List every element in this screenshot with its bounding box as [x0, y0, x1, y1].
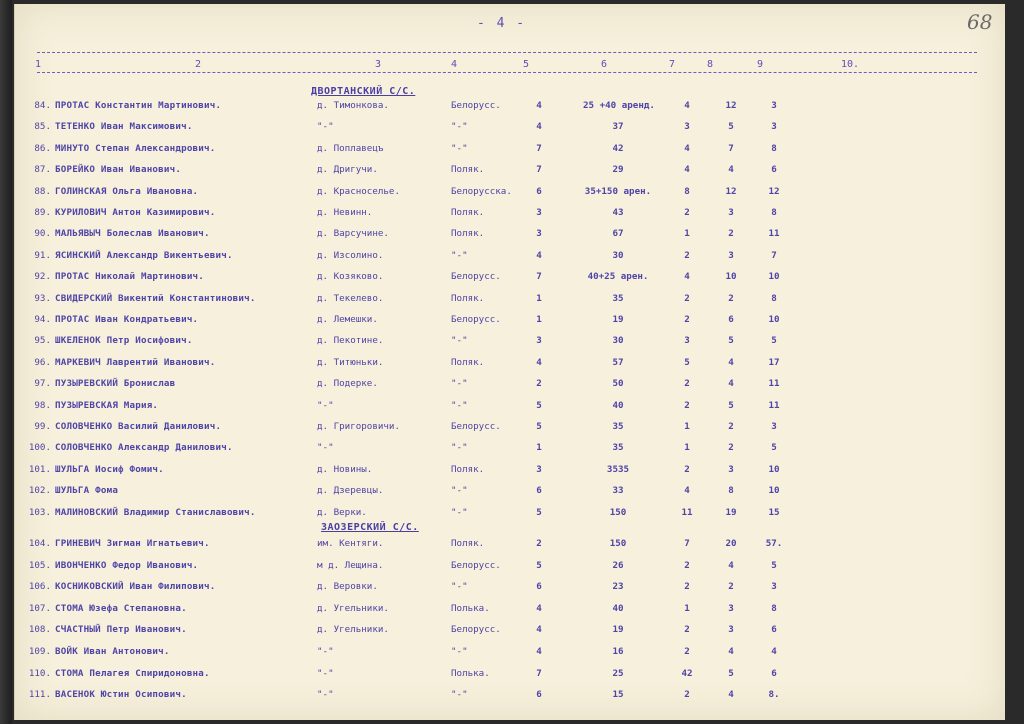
person-name: ПРОТАС Николай Мартинович.: [55, 271, 205, 283]
col-9-value: 4: [771, 646, 777, 657]
col-7-value: 2: [684, 399, 690, 411]
village: д. Угельники.: [317, 624, 389, 636]
nationality: Поляк.: [451, 463, 485, 475]
nationality: Белорусс.: [451, 100, 501, 111]
table-row: [15, 250, 1005, 266]
col-7-value: 4: [684, 142, 690, 154]
table-row: [15, 357, 1005, 373]
table-row: [15, 378, 1005, 394]
person-name: ШУЛЬГА Фома: [55, 485, 119, 497]
col-5-value: 5: [536, 421, 542, 432]
nationality: "-": [451, 506, 468, 518]
village: "-": [317, 442, 334, 454]
row-number: 87.: [34, 164, 51, 176]
col-8-value: 20: [725, 538, 737, 549]
col-8-value: 12: [725, 100, 737, 111]
col-6-value: 43: [612, 207, 624, 218]
col-6-value: 40: [612, 399, 624, 411]
col-5-value: 3: [536, 228, 542, 240]
row-number: 99.: [34, 421, 51, 432]
person-name: ПУЗЫРЕВСКАЯ Мария.: [55, 399, 159, 411]
col-9-value: 11: [768, 378, 780, 390]
person-name: ВАСЕНОК Юстин Осипович.: [55, 689, 187, 701]
nationality: "-": [451, 142, 468, 154]
col-8-value: 4: [728, 164, 734, 176]
col-9-value: 7: [771, 249, 777, 261]
nationality: "-": [451, 378, 468, 390]
column-header: 1: [35, 59, 42, 70]
col-9-value: 10: [768, 271, 780, 283]
col-7-value: 2: [684, 559, 690, 571]
col-9-value: 8: [771, 292, 777, 304]
col-9-value: 11: [768, 399, 780, 411]
table-row: [15, 186, 1005, 202]
col-5-value: 6: [536, 689, 542, 701]
nationality: Белорусс.: [451, 271, 501, 283]
col-7-value: 3: [684, 335, 690, 347]
col-7-value: 2: [684, 207, 690, 218]
row-number: 93.: [34, 292, 51, 304]
village: д. Варсучине.: [317, 228, 389, 240]
col-9-value: 6: [771, 624, 777, 636]
nationality: Поляк.: [451, 356, 485, 368]
col-8-value: 5: [728, 667, 734, 679]
header-rule-top: [37, 52, 977, 53]
col-5-value: 4: [536, 602, 542, 614]
col-6-value: 40: [612, 602, 624, 614]
village: д. Верки.: [317, 506, 367, 518]
col-9-value: 11: [768, 228, 780, 240]
nationality: Белорусс.: [451, 314, 501, 325]
village: "-": [317, 667, 334, 679]
village: д. Новины.: [317, 463, 373, 475]
row-number: 98.: [34, 399, 51, 411]
nationality: Белорусс.: [451, 559, 501, 571]
person-name: ПУЗЫРЕВСКИЙ Бронислав: [55, 378, 176, 390]
person-name: МАРКЕВИЧ Лаврентий Иванович.: [55, 356, 216, 368]
col-9-value: 10: [768, 463, 780, 475]
table-row: [15, 228, 1005, 244]
village: "-": [317, 646, 334, 657]
col-6-value: 50: [612, 378, 624, 390]
col-5-value: 4: [536, 249, 542, 261]
nationality: Поляк.: [451, 207, 485, 218]
column-header: 10.: [841, 59, 860, 70]
col-5-value: 6: [536, 581, 542, 593]
col-7-value: 1: [684, 442, 690, 454]
col-5-value: 7: [536, 142, 542, 154]
column-header: 3: [375, 59, 382, 70]
col-8-value: 2: [728, 581, 734, 593]
nationality: "-": [451, 335, 468, 347]
col-6-value: 29: [612, 164, 624, 176]
nationality: "-": [451, 689, 468, 701]
nationality: Поляк.: [451, 538, 485, 549]
person-name: ШКЕЛЕНОК Петр Иосифович.: [55, 335, 193, 347]
village: д. Козяково.: [317, 271, 384, 283]
row-number: 92.: [34, 271, 51, 283]
col-7-value: 8: [684, 185, 690, 197]
col-5-value: 4: [536, 624, 542, 636]
table-row: [15, 507, 1005, 523]
section-title: ДВОРТАНСКИЙ С/С.: [311, 86, 416, 97]
table-row: [15, 421, 1005, 437]
col-5-value: 1: [536, 442, 542, 454]
col-6-value: 23: [612, 581, 624, 593]
table-row: [15, 143, 1005, 159]
col-9-value: 8: [771, 602, 777, 614]
table-row: [15, 603, 1005, 619]
col-9-value: 12: [768, 185, 780, 197]
col-6-value: 30: [612, 249, 624, 261]
col-8-value: 2: [728, 421, 734, 432]
nationality: "-": [451, 121, 468, 133]
col-7-value: 2: [684, 378, 690, 390]
column-header: 5: [523, 59, 530, 70]
col-6-value: 35: [612, 292, 624, 304]
col-8-value: 19: [725, 506, 737, 518]
village: д. Угельники.: [317, 602, 389, 614]
village: м д. Лещина.: [317, 559, 384, 571]
col-7-value: 2: [684, 646, 690, 657]
col-6-value: 25: [612, 667, 624, 679]
column-header: 8: [707, 59, 714, 70]
col-7-value: 2: [684, 463, 690, 475]
person-name: СТОМА Пелагея Спиридоновна.: [55, 667, 210, 679]
col-8-value: 6: [728, 314, 734, 325]
row-number: 88.: [34, 185, 51, 197]
page-number: - 4 -: [477, 16, 527, 31]
village: д. Невинн.: [317, 207, 373, 218]
table-row: [15, 335, 1005, 351]
row-number: 108.: [28, 624, 51, 636]
col-9-value: 57.: [765, 538, 783, 549]
person-name: СВИДЕРСКИЙ Викентий Константинович.: [55, 292, 256, 304]
table-row: [15, 164, 1005, 180]
col-9-value: 17: [768, 356, 780, 368]
row-number: 102.: [28, 485, 51, 497]
nationality: "-": [451, 646, 468, 657]
col-5-value: 1: [536, 314, 542, 325]
person-name: ТЕТЕНКО Иван Максимович.: [55, 121, 193, 133]
col-8-value: 4: [728, 646, 734, 657]
village: "-": [317, 121, 334, 133]
col-8-value: 4: [728, 689, 734, 701]
col-8-value: 5: [728, 399, 734, 411]
table-row: [15, 538, 1005, 554]
row-number: 100.: [28, 442, 51, 454]
row-number: 94.: [34, 314, 51, 325]
col-9-value: 3: [771, 100, 777, 111]
table-row: [15, 100, 1005, 116]
col-5-value: 5: [536, 559, 542, 571]
col-9-value: 5: [771, 442, 777, 454]
row-number: 91.: [34, 249, 51, 261]
person-name: СОЛОВЧЕНКО Александр Данилович.: [55, 442, 233, 454]
table-row: [15, 560, 1005, 576]
nationality: Белорусска.: [451, 185, 512, 197]
village: д. Веровки.: [317, 581, 378, 593]
nationality: "-": [451, 442, 468, 454]
col-6-value: 35+150 арен.: [584, 185, 652, 197]
col-5-value: 7: [536, 667, 542, 679]
row-number: 106.: [28, 581, 51, 593]
table-row: [15, 668, 1005, 684]
col-9-value: 8: [771, 142, 777, 154]
col-8-value: 3: [728, 602, 734, 614]
person-name: ПРОТАС Константин Мартинович.: [55, 100, 222, 111]
col-9-value: 3: [771, 421, 777, 432]
table-row: [15, 624, 1005, 640]
table-row: [15, 442, 1005, 458]
table-row: [15, 293, 1005, 309]
column-header: 6: [601, 59, 608, 70]
col-9-value: 8: [771, 207, 777, 218]
person-name: СТОМА Юзефа Степановна.: [55, 602, 187, 614]
person-name: БОРЕЙКО Иван Иванович.: [55, 164, 182, 176]
row-number: 105.: [28, 559, 51, 571]
col-6-value: 150: [609, 538, 627, 549]
person-name: МИНУТО Степан Александрович.: [55, 142, 216, 154]
col-8-value: 3: [728, 624, 734, 636]
col-7-value: 2: [684, 581, 690, 593]
table-row: [15, 581, 1005, 597]
col-8-value: 2: [728, 228, 734, 240]
col-7-value: 2: [684, 689, 690, 701]
col-6-value: 35: [612, 421, 624, 432]
table-row: [15, 646, 1005, 662]
village: д. Тимонкова.: [317, 100, 389, 111]
col-8-value: 7: [728, 142, 734, 154]
col-5-value: 4: [536, 100, 542, 111]
person-name: МАЛИНОВСКИЙ Владимир Станиславович.: [55, 506, 256, 518]
col-5-value: 3: [536, 335, 542, 347]
col-8-value: 3: [728, 249, 734, 261]
col-6-value: 26: [612, 559, 624, 571]
col-7-value: 4: [684, 100, 690, 111]
col-6-value: 35: [612, 442, 624, 454]
col-9-value: 6: [771, 164, 777, 176]
person-name: ВОЙК Иван Антонович.: [55, 646, 170, 657]
table-row: [15, 400, 1005, 416]
col-8-value: 2: [728, 292, 734, 304]
section-title: ЗАОЗЕРСКИЙ С/С.: [321, 522, 419, 533]
village: д. Поплавецъ: [317, 142, 384, 154]
col-9-value: 3: [771, 121, 777, 133]
col-5-value: 3: [536, 207, 542, 218]
col-7-value: 4: [684, 485, 690, 497]
col-7-value: 2: [684, 292, 690, 304]
col-7-value: 4: [684, 271, 690, 283]
col-6-value: 40+25 арен.: [587, 271, 649, 283]
nationality: "-": [451, 249, 468, 261]
nationality: Белорусс.: [451, 421, 501, 432]
nationality: "-": [451, 485, 468, 497]
col-9-value: 10: [768, 314, 780, 325]
col-6-value: 19: [612, 314, 624, 325]
column-header: 4: [451, 59, 458, 70]
village: д. Изсолино.: [317, 249, 384, 261]
col-6-value: 25 +40 аренд.: [583, 100, 655, 111]
col-6-value: 150: [609, 506, 627, 518]
nationality: Полька.: [451, 667, 490, 679]
row-number: 86.: [34, 142, 51, 154]
col-6-value: 15: [612, 689, 624, 701]
village: д. Красноселье.: [317, 185, 400, 197]
table-row: [15, 485, 1005, 501]
person-name: ПРОТАС Иван Кондратьевич.: [55, 314, 199, 325]
person-name: СЧАСТНЫЙ Петр Иванович.: [55, 624, 187, 636]
col-7-value: 7: [684, 538, 690, 549]
village: д. Дригучи.: [317, 164, 378, 176]
village: "-": [317, 399, 334, 411]
nationality: Поляк.: [451, 228, 485, 240]
col-6-value: 42: [612, 142, 624, 154]
col-8-value: 5: [728, 121, 734, 133]
row-number: 95.: [34, 335, 51, 347]
col-8-value: 10: [725, 271, 737, 283]
col-6-value: 57: [612, 356, 624, 368]
table-row: [15, 689, 1005, 705]
col-9-value: 15: [768, 506, 780, 518]
col-5-value: 4: [536, 356, 542, 368]
row-number: 103.: [28, 506, 51, 518]
person-name: ГРИНЕВИЧ Зигман Игнатьевич.: [55, 538, 210, 549]
col-7-value: 4: [684, 164, 690, 176]
col-7-value: 1: [684, 602, 690, 614]
col-6-value: 3535: [606, 463, 630, 475]
row-number: 109.: [28, 646, 51, 657]
col-5-value: 2: [536, 378, 542, 390]
col-6-value: 67: [612, 228, 624, 240]
col-7-value: 2: [684, 624, 690, 636]
col-7-value: 1: [684, 228, 690, 240]
col-8-value: 5: [728, 335, 734, 347]
table-row: [15, 271, 1005, 287]
col-9-value: 5: [771, 335, 777, 347]
col-6-value: 37: [612, 121, 624, 133]
village: д. Лемешки.: [317, 314, 378, 325]
col-5-value: 7: [536, 271, 542, 283]
col-5-value: 4: [536, 121, 542, 133]
col-5-value: 7: [536, 164, 542, 176]
col-5-value: 6: [536, 185, 542, 197]
village: д. Подерке.: [317, 378, 378, 390]
person-name: ИВОНЧЕНКО Федор Иванович.: [55, 559, 199, 571]
village: д. Текелево.: [317, 292, 384, 304]
col-7-value: 3: [684, 121, 690, 133]
row-number: 111.: [28, 689, 51, 701]
row-number: 89.: [34, 207, 51, 218]
col-8-value: 4: [728, 356, 734, 368]
column-header: 2: [195, 59, 202, 70]
nationality: Поляк.: [451, 164, 485, 176]
row-number: 107.: [28, 602, 51, 614]
col-7-value: 1: [684, 421, 690, 432]
col-5-value: 3: [536, 463, 542, 475]
village: д. Титюньки.: [317, 356, 384, 368]
nationality: Поляк.: [451, 292, 485, 304]
col-5-value: 5: [536, 506, 542, 518]
person-name: ЯСИНСКИЙ Александр Викентьевич.: [55, 249, 233, 261]
document-page: [14, 4, 1005, 720]
row-number: 84.: [34, 100, 51, 111]
col-6-value: 30: [612, 335, 624, 347]
col-8-value: 12: [725, 185, 737, 197]
table-row: [15, 121, 1005, 137]
col-5-value: 1: [536, 292, 542, 304]
col-8-value: 4: [728, 378, 734, 390]
row-number: 104.: [28, 538, 51, 549]
header-rule-bottom: [37, 72, 977, 73]
column-header-row: [15, 59, 1005, 77]
col-5-value: 6: [536, 485, 542, 497]
person-name: ГОЛИНСКАЯ Ольга Ивановна.: [55, 185, 199, 197]
col-9-value: 6: [771, 667, 777, 679]
col-9-value: 10: [768, 485, 780, 497]
col-7-value: 2: [684, 249, 690, 261]
col-7-value: 5: [684, 356, 690, 368]
col-5-value: 2: [536, 538, 542, 549]
col-8-value: 4: [728, 559, 734, 571]
village: д. Григоровичи.: [317, 421, 400, 432]
row-number: 90.: [34, 228, 51, 240]
person-name: СОЛОВЧЕНКО Василий Данилович.: [55, 421, 222, 432]
col-7-value: 11: [681, 506, 693, 518]
table-row: [15, 464, 1005, 480]
row-number: 110.: [28, 667, 51, 679]
archive-number: 68: [967, 10, 993, 34]
nationality: "-": [451, 581, 468, 593]
village: д. Пекотине.: [317, 335, 384, 347]
person-name: КОСНИКОВСКИЙ Иван Филипович.: [55, 581, 216, 593]
col-5-value: 4: [536, 646, 542, 657]
nationality: Полька.: [451, 602, 490, 614]
row-number: 97.: [34, 378, 51, 390]
col-7-value: 2: [684, 314, 690, 325]
col-7-value: 42: [681, 667, 693, 679]
nationality: Белорусс.: [451, 624, 501, 636]
nationality: "-": [451, 399, 468, 411]
row-number: 101.: [28, 463, 51, 475]
col-6-value: 33: [612, 485, 624, 497]
person-name: КУРИЛОВИЧ Антон Казимирович.: [55, 207, 216, 218]
village: им. Кентяги.: [317, 538, 384, 549]
person-name: ШУЛЬГА Иосиф Фомич.: [55, 463, 164, 475]
col-5-value: 5: [536, 399, 542, 411]
table-row: [15, 314, 1005, 330]
col-9-value: 5: [771, 559, 777, 571]
col-8-value: 8: [728, 485, 734, 497]
column-header: 9: [757, 59, 764, 70]
col-6-value: 16: [612, 646, 624, 657]
col-9-value: 3: [771, 581, 777, 593]
table-row: [15, 207, 1005, 223]
village: "-": [317, 689, 334, 701]
col-9-value: 8.: [768, 689, 780, 701]
col-6-value: 19: [612, 624, 624, 636]
col-8-value: 3: [728, 463, 734, 475]
col-8-value: 2: [728, 442, 734, 454]
village: д. Дзеревцы.: [317, 485, 384, 497]
person-name: МАЛЬЯВЫЧ Болеслав Иванович.: [55, 228, 210, 240]
book-binding: [0, 0, 12, 724]
row-number: 96.: [34, 356, 51, 368]
column-header: 7: [669, 59, 676, 70]
col-8-value: 3: [728, 207, 734, 218]
row-number: 85.: [34, 121, 51, 133]
